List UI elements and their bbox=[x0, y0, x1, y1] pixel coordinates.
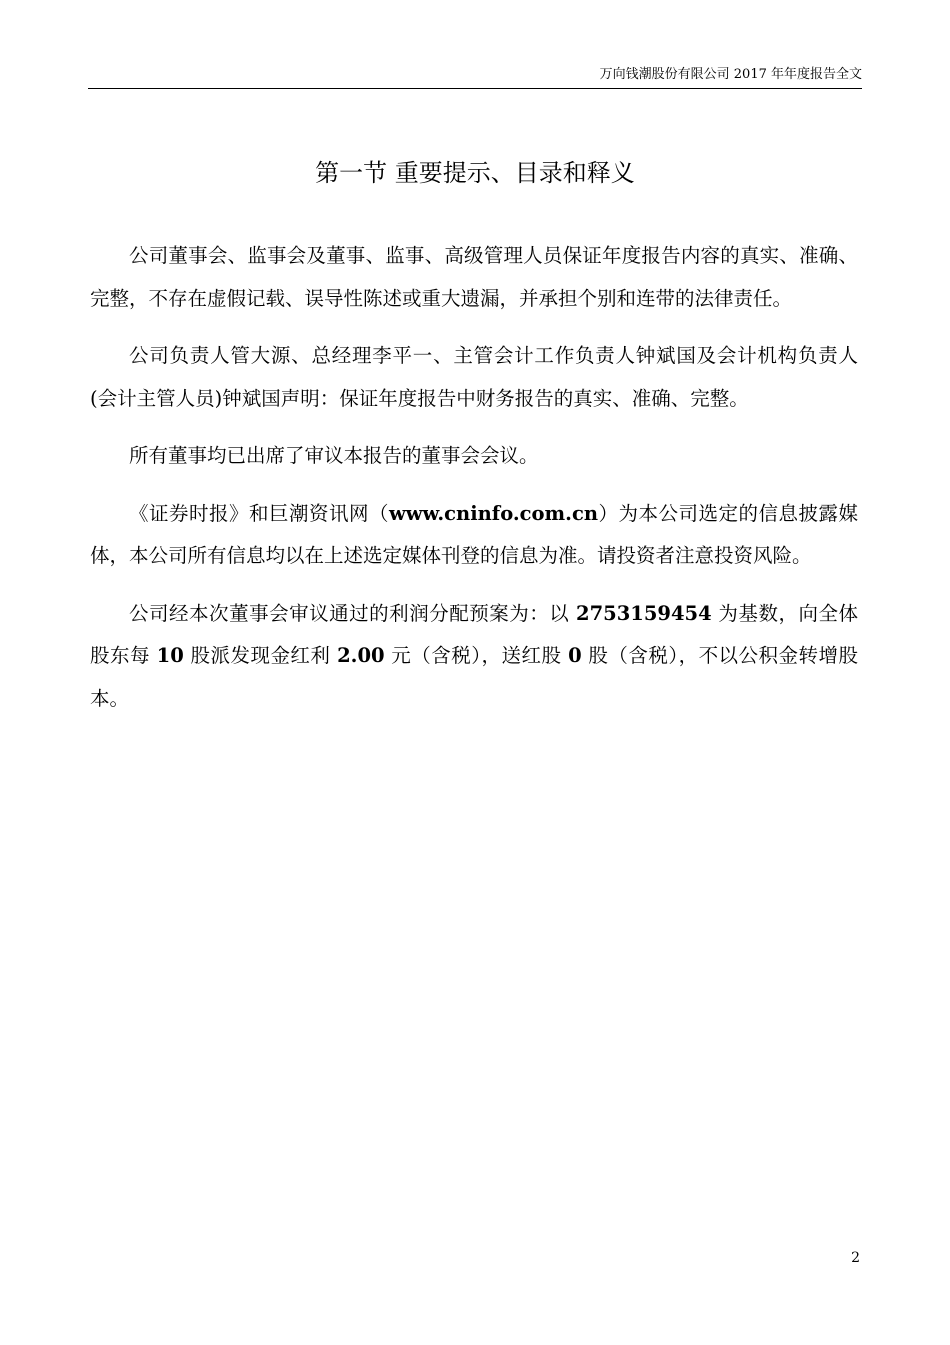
distribution-text-1: 公司经本次董事会审议通过的利润分配预案为：以 bbox=[129, 601, 577, 625]
distribution-base-shares: 2753159454 bbox=[576, 601, 712, 625]
paragraph-board-attendance: 所有董事均已出席了审议本报告的董事会会议。 bbox=[129, 444, 539, 467]
media-text-before: 《证券时报》和巨潮资讯网（ bbox=[129, 501, 389, 525]
distribution-cash-dividend: 2.00 bbox=[337, 644, 385, 667]
header-rule bbox=[88, 88, 862, 89]
paragraph-profit-distribution bbox=[90, 593, 858, 721]
running-header: 万向钱潮股份有限公司 2017 年年度报告全文 bbox=[599, 67, 862, 82]
media-website-url: www.cninfo.com.cn bbox=[388, 501, 598, 525]
distribution-text-3: 股派发现金红利 bbox=[183, 644, 338, 667]
paragraph-financial-report-declaration: 公司负责人管大源、总经理李平一、主管会计工作负责人钟斌国及会计机构负责人(会计主管人员)钟斌国声明：保证年度报告中财务报告的真实、准确、完整。 bbox=[90, 344, 858, 410]
distribution-per-shares: 10 bbox=[156, 644, 184, 667]
distribution-bonus-shares: 0 bbox=[568, 644, 582, 667]
distribution-text-2: 为基数，向全体股东每 bbox=[90, 601, 858, 667]
media-text-after: ）为本公司选定的信息披露媒体，本公司所有信息均以在上述选定媒体刊登的信息为准。请投资者注意投资风险。 bbox=[90, 501, 858, 567]
document-body bbox=[90, 235, 858, 735]
page-number: 2 bbox=[851, 1250, 860, 1266]
distribution-text-5: 股（含税），不以公积金转增股本。 bbox=[90, 644, 858, 710]
distribution-text-4: 元（含税），送红股 bbox=[384, 644, 569, 667]
paragraph-responsibility-statement: 公司董事会、监事会及董事、监事、高级管理人员保证年度报告内容的真实、准确、完整，不存在虚假记载、误导性陈述或重大遗漏，并承担个别和连带的法律责任。 bbox=[90, 244, 858, 310]
section-title: 第一节 重要提示、目录和释义 bbox=[315, 159, 635, 187]
paragraph-disclosure-media bbox=[90, 493, 858, 578]
